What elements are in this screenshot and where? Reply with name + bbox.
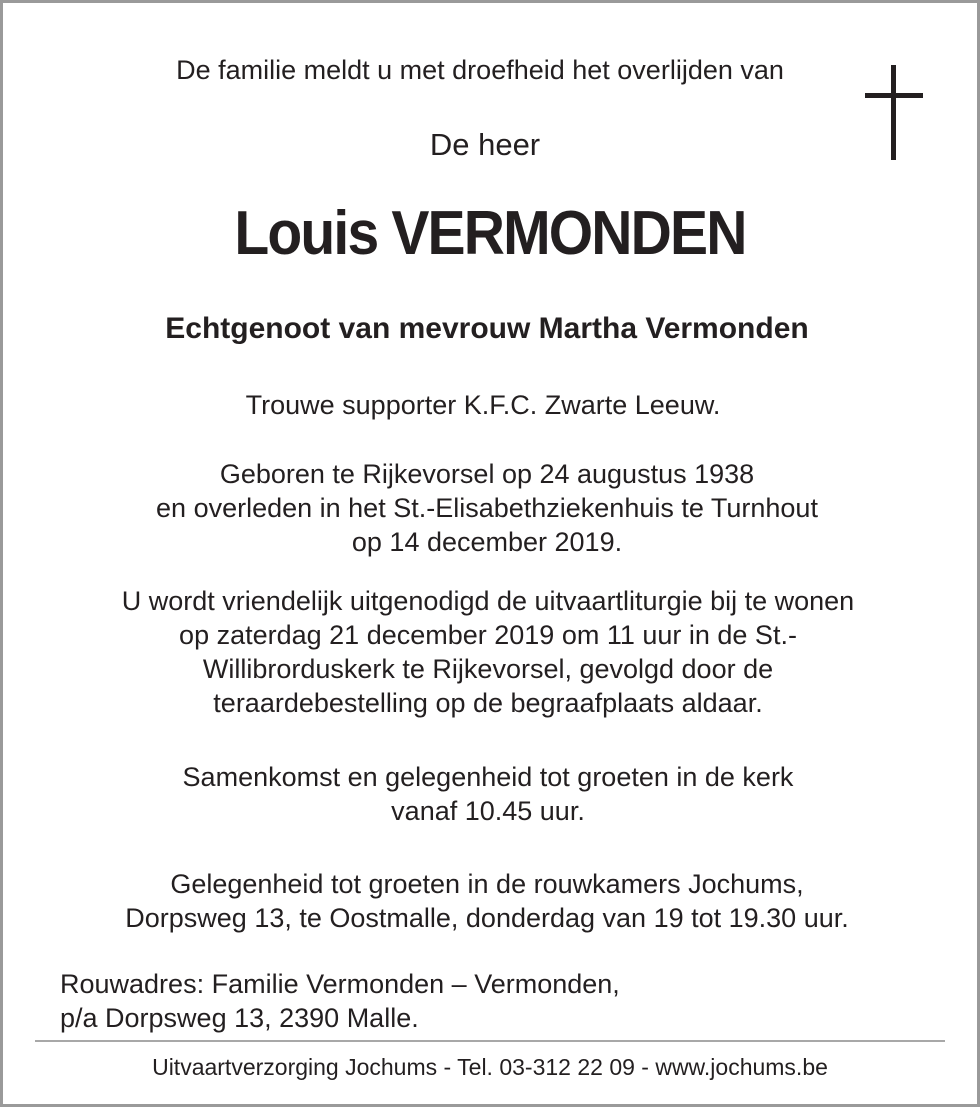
viewing-block — [0, 867, 977, 935]
footer-divider — [35, 1040, 945, 1042]
address-line: p/a Dorpsweg 13, 2390 Malle. — [60, 1003, 419, 1033]
gathering-block — [0, 760, 978, 828]
funeral-home-footer: Uitvaartverzorging Jochums - Tel. 03-312 22 09 - www.jochums.be — [152, 1054, 828, 1080]
viewing-line: Dorpsweg 13, te Oostmalle, donderdag van 19 tot 19.30 uur. — [125, 903, 849, 933]
gathering-line: Samenkomst en gelegenheid tot groeten in de kerk — [182, 762, 794, 792]
funeral-line: op zaterdag 21 december 2019 om 11 uur in de St.- — [179, 620, 797, 650]
funeral-line: Willibrorduskerk te Rijkevorsel, gevolgd door de — [202, 654, 774, 684]
funeral-line: U wordt vriendelijk uitgenodigd de uitvaartliturgie bij te wonen — [121, 586, 855, 616]
address-block — [60, 967, 620, 1035]
intro-text: De familie meldt u met droefheid het overlijden van — [176, 55, 784, 85]
birth-death-line: en overleden in het St.-Elisabethziekenhuis te Turnhout — [156, 493, 818, 523]
honorific: De heer — [429, 127, 541, 162]
funeral-line: teraardebestelling op de begraafplaats aldaar. — [213, 688, 763, 718]
birth-death-line: op 14 december 2019. — [351, 527, 623, 557]
funeral-block — [0, 584, 978, 720]
birth-death-block — [0, 457, 977, 559]
address-line: Rouwadres: Familie Vermonden – Vermonden, — [60, 969, 620, 999]
viewing-line: Gelegenheid tot groeten in de rouwkamers Jochums, — [170, 869, 804, 899]
spouse-line: Echtgenoot van mevrouw Martha Vermonden — [165, 312, 809, 345]
birth-death-line: Geboren te Rijkevorsel op 24 augustus 1938 — [219, 459, 755, 489]
supporter-line: Trouwe supporter K.F.C. Zwarte Leeuw. — [245, 390, 721, 420]
gathering-line: vanaf 10.45 uur. — [391, 796, 585, 826]
deceased-name: Louis VERMONDEN — [234, 199, 746, 268]
